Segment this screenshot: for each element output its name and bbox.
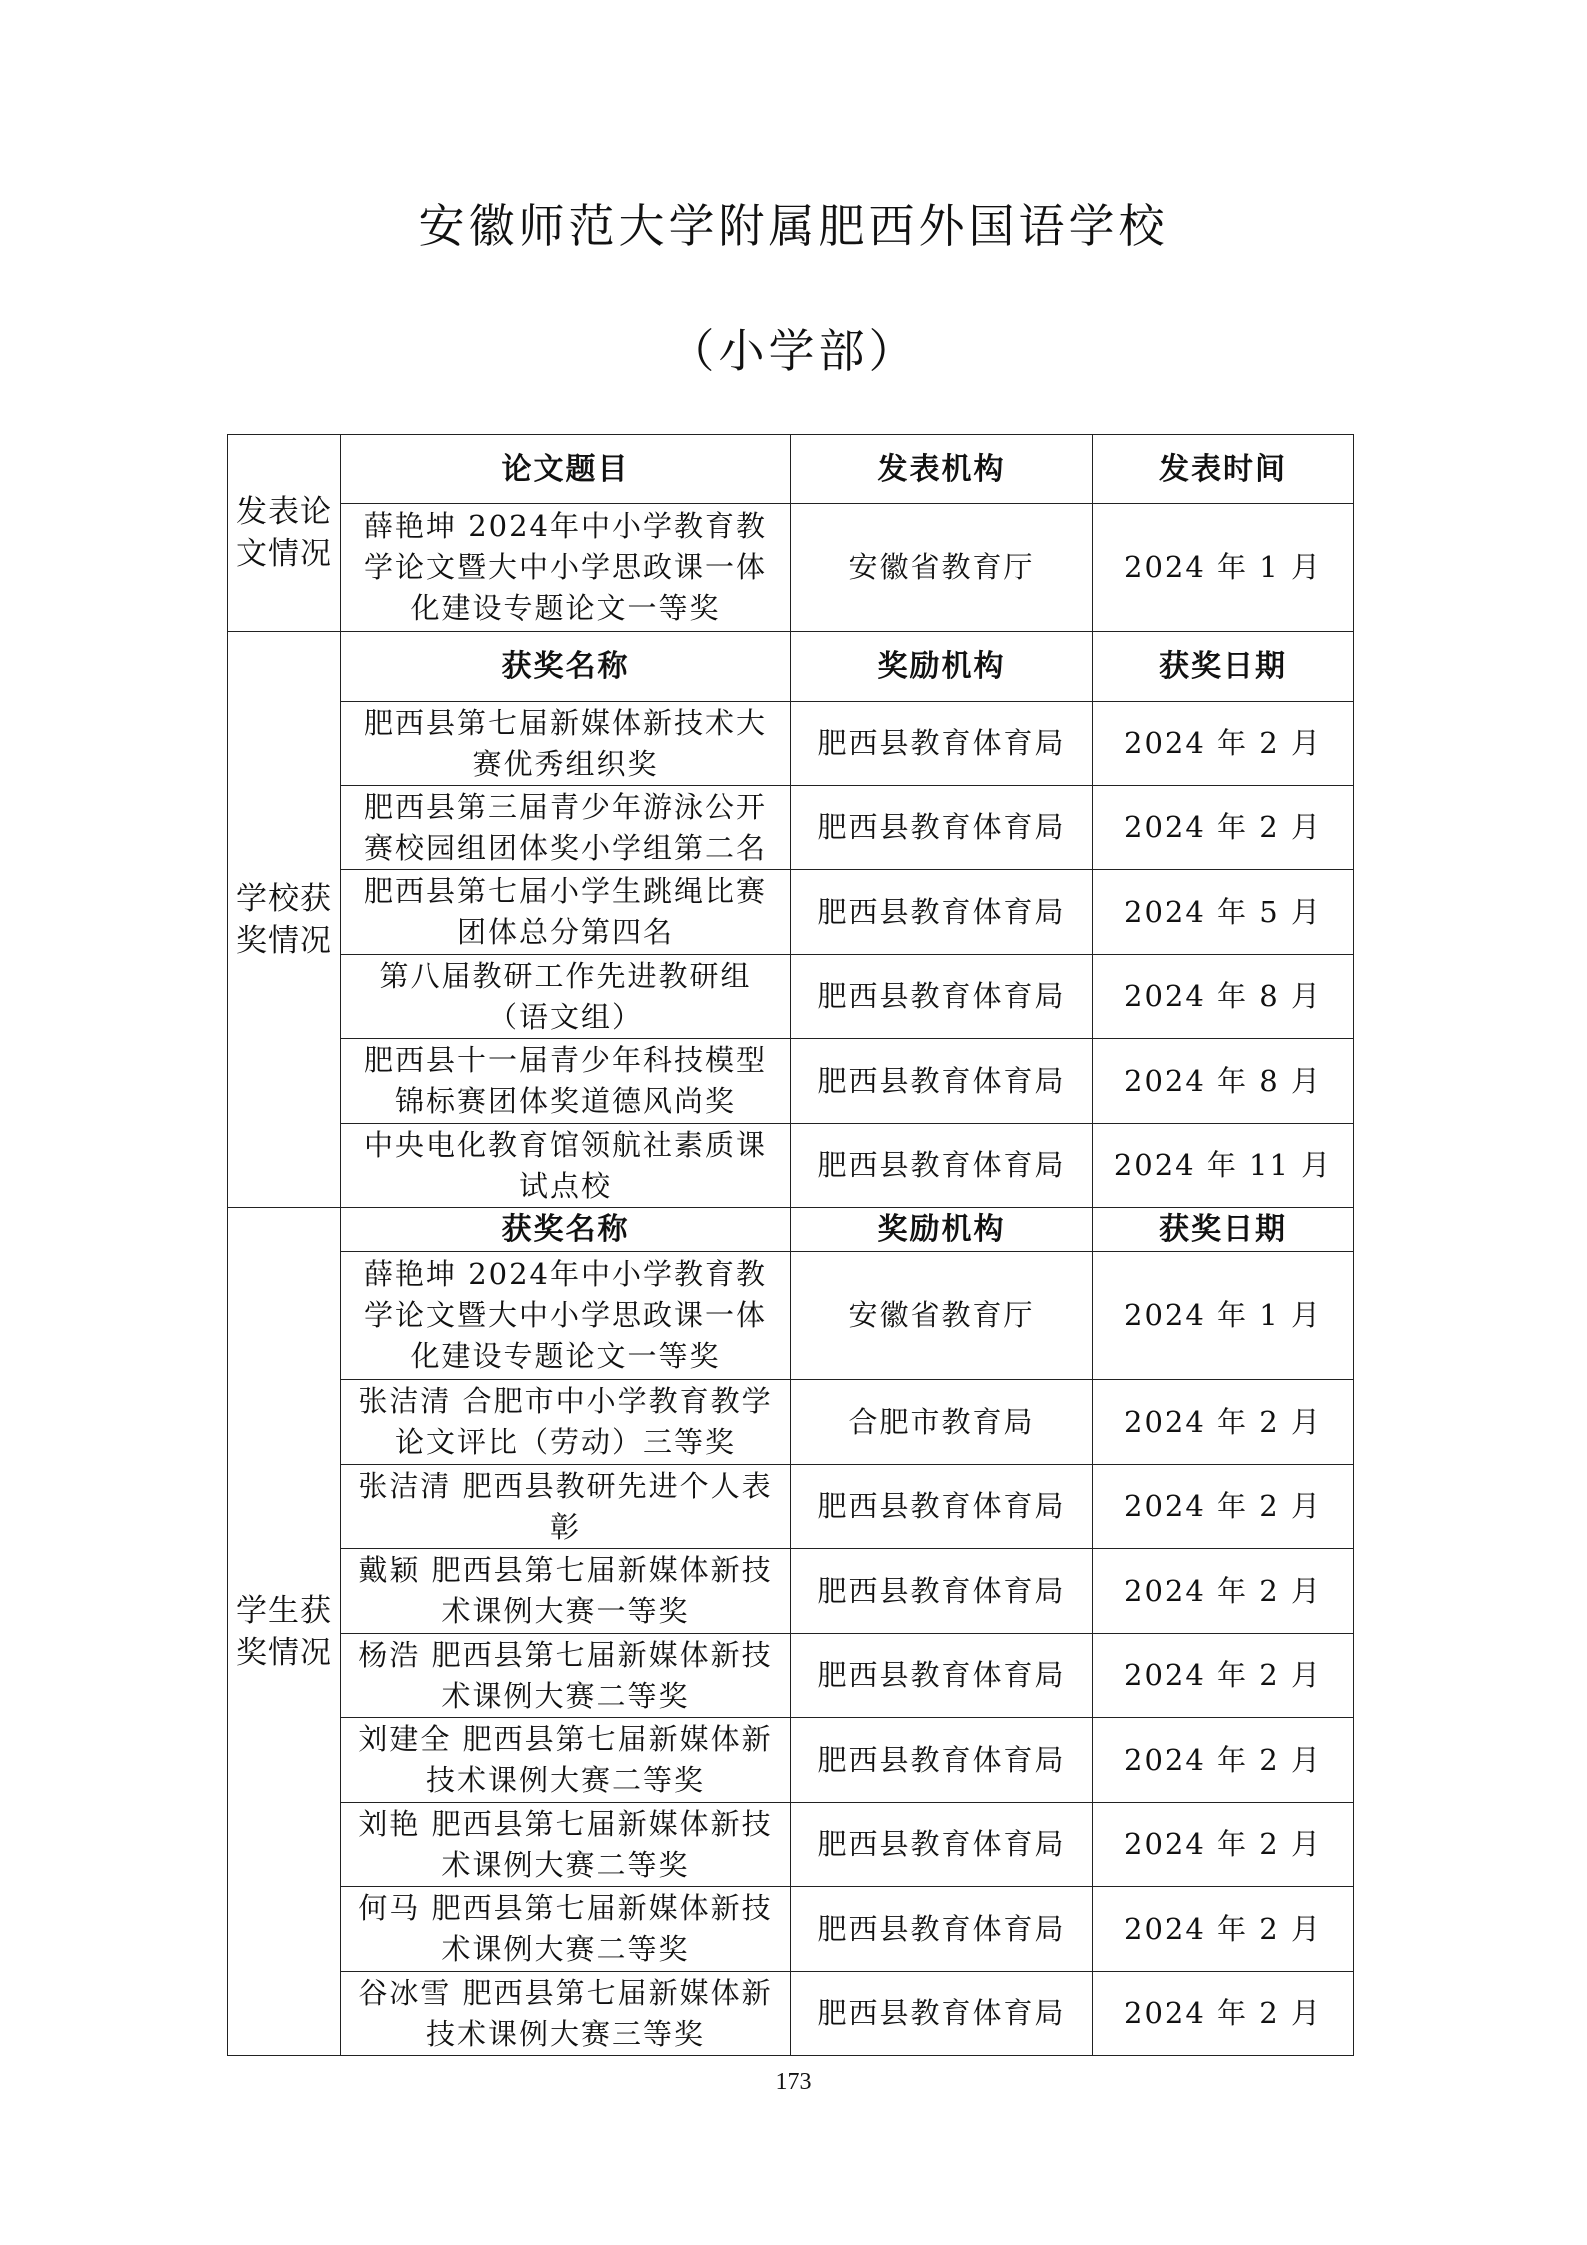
award-date-cell: 2024 年 1 月 bbox=[1093, 1252, 1354, 1380]
award-name-cell: 肥西县第三届青少年游泳公开赛校园组团体奖小学组第二名 bbox=[341, 786, 791, 870]
issuing-body-cell: 安徽省教育厅 bbox=[791, 1252, 1093, 1380]
table-row bbox=[228, 1380, 1354, 1465]
page-number: 173 bbox=[775, 2069, 812, 2095]
award-name-cell: 张洁清 肥西县教研先进个人表彰 bbox=[341, 1465, 791, 1549]
award-name-cell: 第八届教研工作先进教研组（语文组） bbox=[341, 955, 791, 1039]
awards-table-body bbox=[228, 435, 1354, 2056]
issuing-body-cell: 肥西县教育体育局 bbox=[791, 702, 1093, 786]
table-row bbox=[228, 1803, 1354, 1887]
column-header: 获奖名称 bbox=[341, 1208, 791, 1252]
section-header-row bbox=[228, 1208, 1354, 1252]
issuing-body-cell: 肥西县教育体育局 bbox=[791, 1803, 1093, 1887]
issuing-body-cell: 肥西县教育体育局 bbox=[791, 1039, 1093, 1124]
issuing-body-cell: 肥西县教育体育局 bbox=[791, 1465, 1093, 1549]
award-name-cell: 肥西县第七届小学生跳绳比赛团体总分第四名 bbox=[341, 870, 791, 955]
section-label-school: 学校获奖情况 bbox=[228, 632, 341, 1208]
column-header: 发表机构 bbox=[791, 435, 1093, 504]
document-subtitle: （小学部） bbox=[668, 324, 919, 378]
issuing-body-cell: 肥西县教育体育局 bbox=[791, 1549, 1093, 1634]
issuing-body-cell: 肥西县教育体育局 bbox=[791, 1972, 1093, 2056]
award-name-cell: 肥西县第七届新媒体新技术大赛优秀组织奖 bbox=[341, 702, 791, 786]
award-date-cell: 2024 年 5 月 bbox=[1093, 870, 1354, 955]
column-header: 获奖日期 bbox=[1093, 632, 1354, 702]
award-date-cell: 2024 年 2 月 bbox=[1093, 1465, 1354, 1549]
table-row bbox=[228, 1718, 1354, 1803]
table-row bbox=[228, 1039, 1354, 1124]
table-row bbox=[228, 870, 1354, 955]
document-title: 安徽师范大学附属肥西外国语学校 bbox=[418, 199, 1169, 253]
section-header-row bbox=[228, 632, 1354, 702]
table-row bbox=[228, 1549, 1354, 1634]
award-name-cell: 薛艳坤 2024年中小学教育教学论文暨大中小学思政课一体化建设专题论文一等奖 bbox=[341, 1252, 791, 1380]
issuing-body-cell: 肥西县教育体育局 bbox=[791, 955, 1093, 1039]
award-name-cell: 谷冰雪 肥西县第七届新媒体新技术课例大赛三等奖 bbox=[341, 1972, 791, 2056]
issuing-body-cell: 肥西县教育体育局 bbox=[791, 1634, 1093, 1718]
award-name-cell: 刘艳 肥西县第七届新媒体新技术课例大赛二等奖 bbox=[341, 1803, 791, 1887]
award-name-cell: 刘建全 肥西县第七届新媒体新技术课例大赛二等奖 bbox=[341, 1718, 791, 1803]
award-date-cell: 2024 年 8 月 bbox=[1093, 1039, 1354, 1124]
column-header: 获奖日期 bbox=[1093, 1208, 1354, 1252]
table-row bbox=[228, 1634, 1354, 1718]
award-date-cell: 2024 年 2 月 bbox=[1093, 1549, 1354, 1634]
issuing-body-cell: 肥西县教育体育局 bbox=[791, 1718, 1093, 1803]
award-date-cell: 2024 年 2 月 bbox=[1093, 1887, 1354, 1972]
column-header: 奖励机构 bbox=[791, 632, 1093, 702]
issuing-body-cell: 安徽省教育厅 bbox=[791, 504, 1093, 632]
award-name-cell: 何马 肥西县第七届新媒体新技术课例大赛二等奖 bbox=[341, 1887, 791, 1972]
table-row bbox=[228, 1465, 1354, 1549]
section-label-papers: 发表论文情况 bbox=[228, 435, 341, 632]
award-name-cell: 张洁清 合肥市中小学教育教学论文评比（劳动）三等奖 bbox=[341, 1380, 791, 1465]
issuing-body-cell: 肥西县教育体育局 bbox=[791, 870, 1093, 955]
issuing-body-cell: 肥西县教育体育局 bbox=[791, 786, 1093, 870]
award-date-cell: 2024 年 2 月 bbox=[1093, 702, 1354, 786]
section-label-students: 学生获奖情况 bbox=[228, 1208, 341, 2056]
award-date-cell: 2024 年 11 月 bbox=[1093, 1124, 1354, 1208]
table-row bbox=[228, 1972, 1354, 2056]
award-date-cell: 2024 年 2 月 bbox=[1093, 1803, 1354, 1887]
award-name-cell: 肥西县十一届青少年科技模型锦标赛团体奖道德风尚奖 bbox=[341, 1039, 791, 1124]
section-header-row bbox=[228, 435, 1354, 504]
issuing-body-cell: 肥西县教育体育局 bbox=[791, 1887, 1093, 1972]
column-header: 获奖名称 bbox=[341, 632, 791, 702]
column-header: 论文题目 bbox=[341, 435, 791, 504]
award-date-cell: 2024 年 8 月 bbox=[1093, 955, 1354, 1039]
table-row bbox=[228, 955, 1354, 1039]
awards-table bbox=[227, 434, 1354, 2056]
table-row bbox=[228, 1124, 1354, 1208]
table-row bbox=[228, 1252, 1354, 1380]
award-date-cell: 2024 年 2 月 bbox=[1093, 1634, 1354, 1718]
table-row bbox=[228, 786, 1354, 870]
table-row bbox=[228, 702, 1354, 786]
table-row bbox=[228, 1887, 1354, 1972]
award-date-cell: 2024 年 2 月 bbox=[1093, 1972, 1354, 2056]
award-date-cell: 2024 年 2 月 bbox=[1093, 786, 1354, 870]
award-date-cell: 2024 年 2 月 bbox=[1093, 1380, 1354, 1465]
issuing-body-cell: 合肥市教育局 bbox=[791, 1380, 1093, 1465]
award-name-cell: 薛艳坤 2024年中小学教育教学论文暨大中小学思政课一体化建设专题论文一等奖 bbox=[341, 504, 791, 632]
award-name-cell: 中央电化教育馆领航社素质课试点校 bbox=[341, 1124, 791, 1208]
issuing-body-cell: 肥西县教育体育局 bbox=[791, 1124, 1093, 1208]
column-header: 奖励机构 bbox=[791, 1208, 1093, 1252]
award-name-cell: 杨浩 肥西县第七届新媒体新技术课例大赛二等奖 bbox=[341, 1634, 791, 1718]
award-name-cell: 戴颖 肥西县第七届新媒体新技术课例大赛一等奖 bbox=[341, 1549, 791, 1634]
table-row bbox=[228, 504, 1354, 632]
award-date-cell: 2024 年 1 月 bbox=[1093, 504, 1354, 632]
column-header: 发表时间 bbox=[1093, 435, 1354, 504]
award-date-cell: 2024 年 2 月 bbox=[1093, 1718, 1354, 1803]
